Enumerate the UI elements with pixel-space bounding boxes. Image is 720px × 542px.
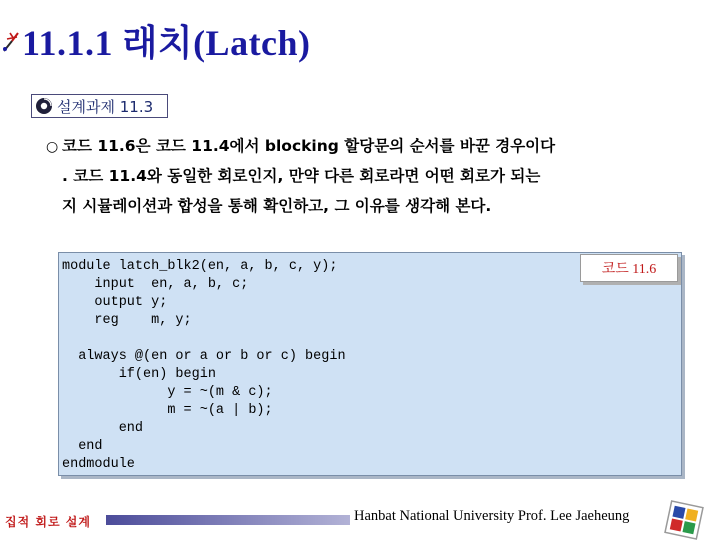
footer-author: Hanbat National University Prof. Lee Jaeheung — [354, 508, 630, 524]
code-line: y = ~(m & c); — [62, 385, 273, 400]
description-text-1: 코드 11.6은 코드 11.4에서 blocking 할당문의 순서를 바꾼 경우이다 — [62, 137, 556, 155]
bullet-icon: ○ — [46, 139, 59, 155]
code-line: input en, a, b, c; — [62, 277, 249, 292]
disc-icon — [35, 97, 53, 115]
slide-title — [2, 14, 311, 66]
code-block — [58, 252, 682, 476]
code-line: if(en) begin — [62, 367, 216, 382]
code-line: reg m, y; — [62, 313, 192, 328]
code-line: end — [62, 421, 144, 436]
code-line: always @(en or a or b or c) begin — [62, 349, 346, 364]
footer-gradient-bar — [106, 515, 350, 525]
code-line: m = ~(a | b); — [62, 403, 273, 418]
description-line-3: 지 시뮬레이션과 합성을 통해 확인하고, 그 이유를 생각해 본다. — [62, 197, 492, 215]
code-text — [62, 258, 346, 474]
title-text: 11.1.1 래치(Latch) — [22, 22, 311, 63]
task-description — [46, 131, 716, 221]
design-task-box — [31, 94, 168, 118]
code-line: endmodule — [62, 457, 135, 472]
code-line — [62, 330, 346, 348]
university-logo-icon — [662, 498, 706, 542]
description-line-2: . 코드 11.4와 동일한 회로인지, 만약 다른 회로라면 어떤 회로가 되는 — [62, 167, 541, 185]
description-line-1 — [46, 131, 716, 161]
design-task-label: 설계과제 11.3 — [57, 97, 154, 116]
code-label-badge: 코드 11.6 — [580, 254, 678, 282]
sparkle-icon — [2, 27, 20, 53]
code-line: module latch_blk2(en, a, b, c, y); — [62, 259, 338, 274]
footer-course-name: 집적 회로 설계 — [5, 515, 91, 529]
code-line: output y; — [62, 295, 168, 310]
code-line: end — [62, 439, 103, 454]
